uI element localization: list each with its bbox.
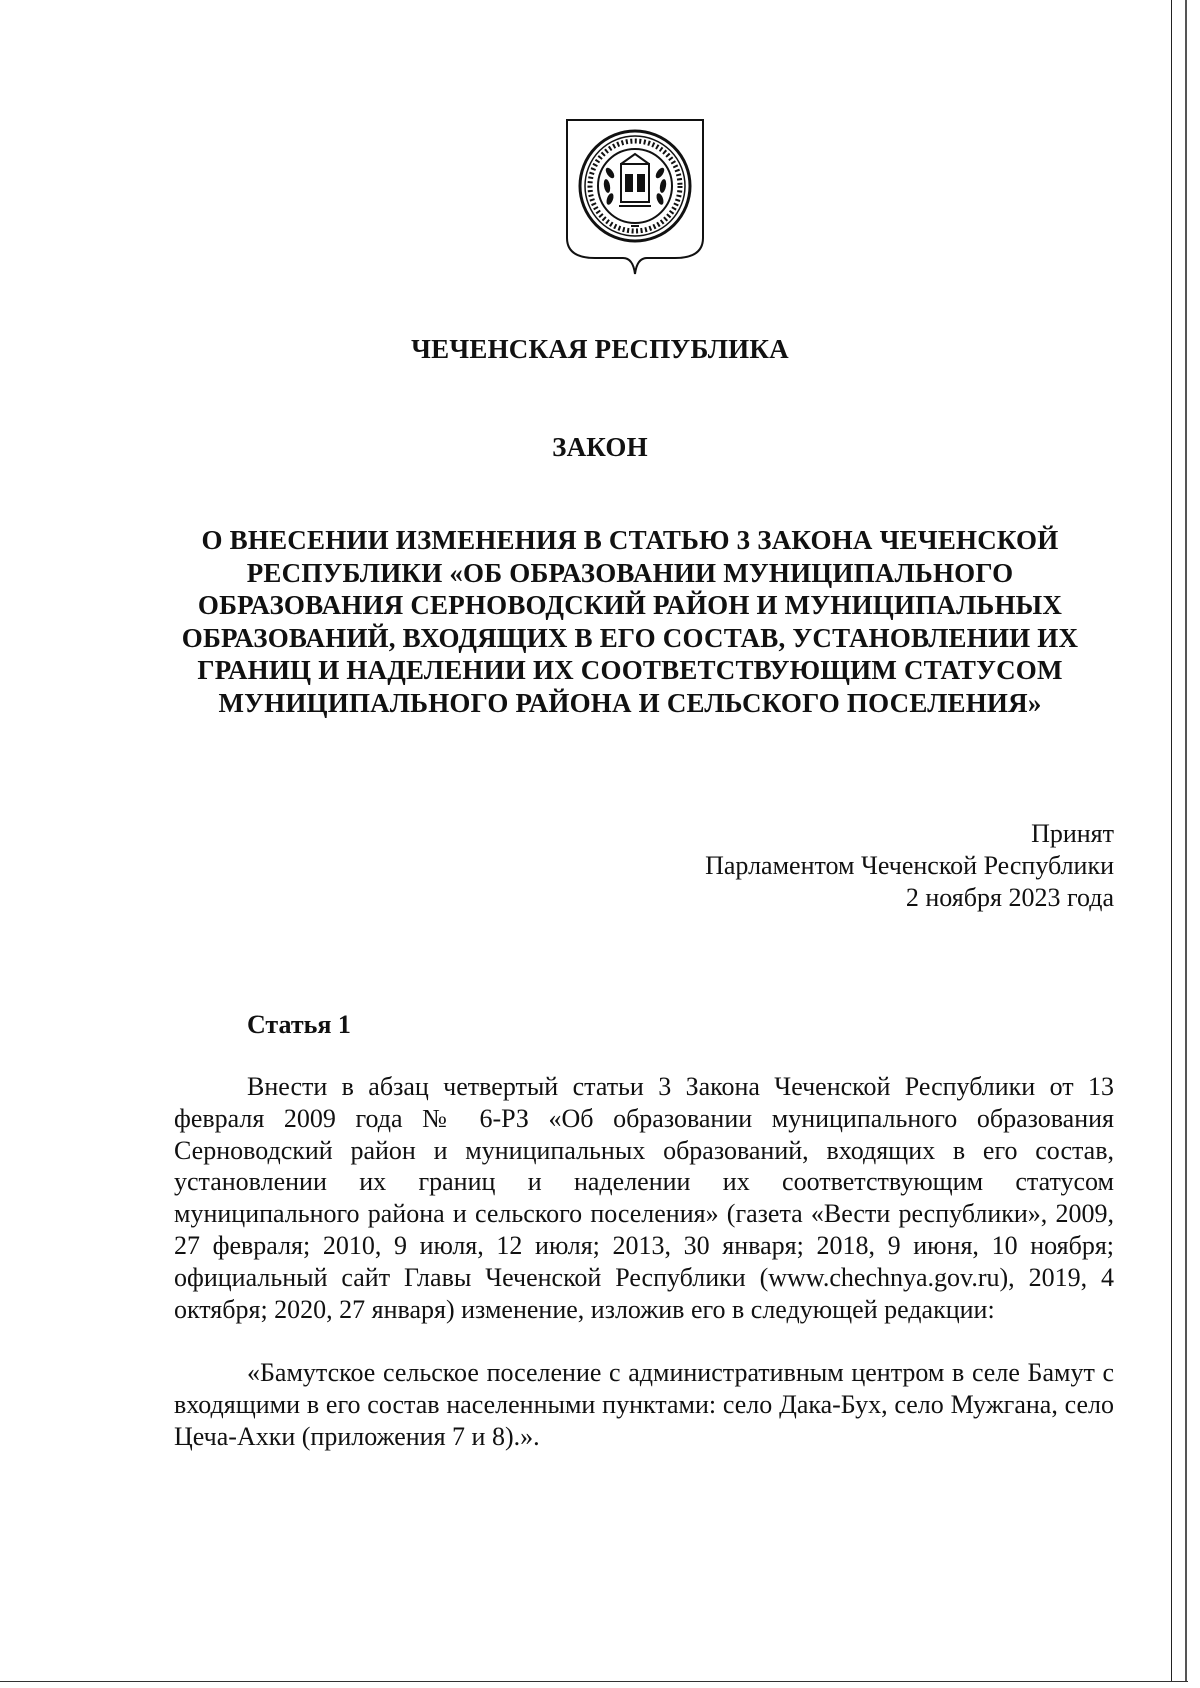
adopted-date: 2 ноября 2023 года [905, 883, 1114, 912]
paragraph-1-text: Внести в абзац четвертый статьи 3 Закона Чеченской Республики от 13 февраля 2009 года № 6-РЗ «Об образовании муниципального образования Серноводский район и муниципальных образований, входящих в его состав, установлении их границ и наделении их соответствующим статусом муниципального района и сельского поселения» (газета «Вести республики», 2009, 27 февраля; 2010, 9 июля, 12 июля; 2013, 30 января; 2018, 9 июня, 10 ноября; официальный сайт Главы Чеченской Республики (www.chechnya.gov.ru), 2019, 4 октября; 2020, 27 января) изменение, изложив его в следующей редакции: [174, 1072, 1114, 1324]
article-paragraph-1 [174, 1071, 1114, 1325]
scan-edge-right-inner [1185, 0, 1187, 1682]
republic-title: ЧЕЧЕНСКАЯ РЕСПУБЛИКА [411, 334, 789, 364]
law-subject-title: О ВНЕСЕНИИ ИЗМЕНЕНИЯ В СТАТЬЮ 3 ЗАКОНА ЧЕЧЕНСКОЙ РЕСПУБЛИКИ «ОБ ОБРАЗОВАНИИ МУНИЦИПАЛЬНОГО ОБРАЗОВАНИЯ СЕРНОВОДСКИЙ РАЙОН И МУНИЦИПАЛЬНЫХ ОБРАЗОВАНИЙ, ВХОДЯЩИХ В ЕГО СОСТАВ, УСТАНОВЛЕНИИ ИХ ГРАНИЦ И НАДЕЛЕНИИ ИХ СООТВЕТСТВУЮЩИМ СТАТУСОМ МУНИЦИПАЛЬНОГО РАЙОНА И СЕЛЬСКОГО ПОСЕЛЕНИЯ» [181, 525, 1079, 718]
article-heading: Статья 1 [247, 1010, 351, 1039]
coat-of-arms-icon [565, 118, 705, 276]
scan-edge-bottom [0, 1681, 1188, 1682]
adopted-by: Парламентом Чеченской Республики [705, 851, 1114, 880]
article-paragraph-2 [174, 1357, 1114, 1452]
document-type: ЗАКОН [552, 432, 648, 462]
scan-edge-right [1171, 0, 1172, 1682]
adoption-block [705, 818, 1114, 914]
paragraph-2-text: «Бамутское сельское поселение с административным центром в селе Бамут с входящими в его состав населенными пунктами: село Дака-Бух, село Мужгана, село Цеча-Ахки (приложения 7 и 8).». [174, 1358, 1114, 1451]
adopted-label: Принят [1031, 819, 1114, 848]
